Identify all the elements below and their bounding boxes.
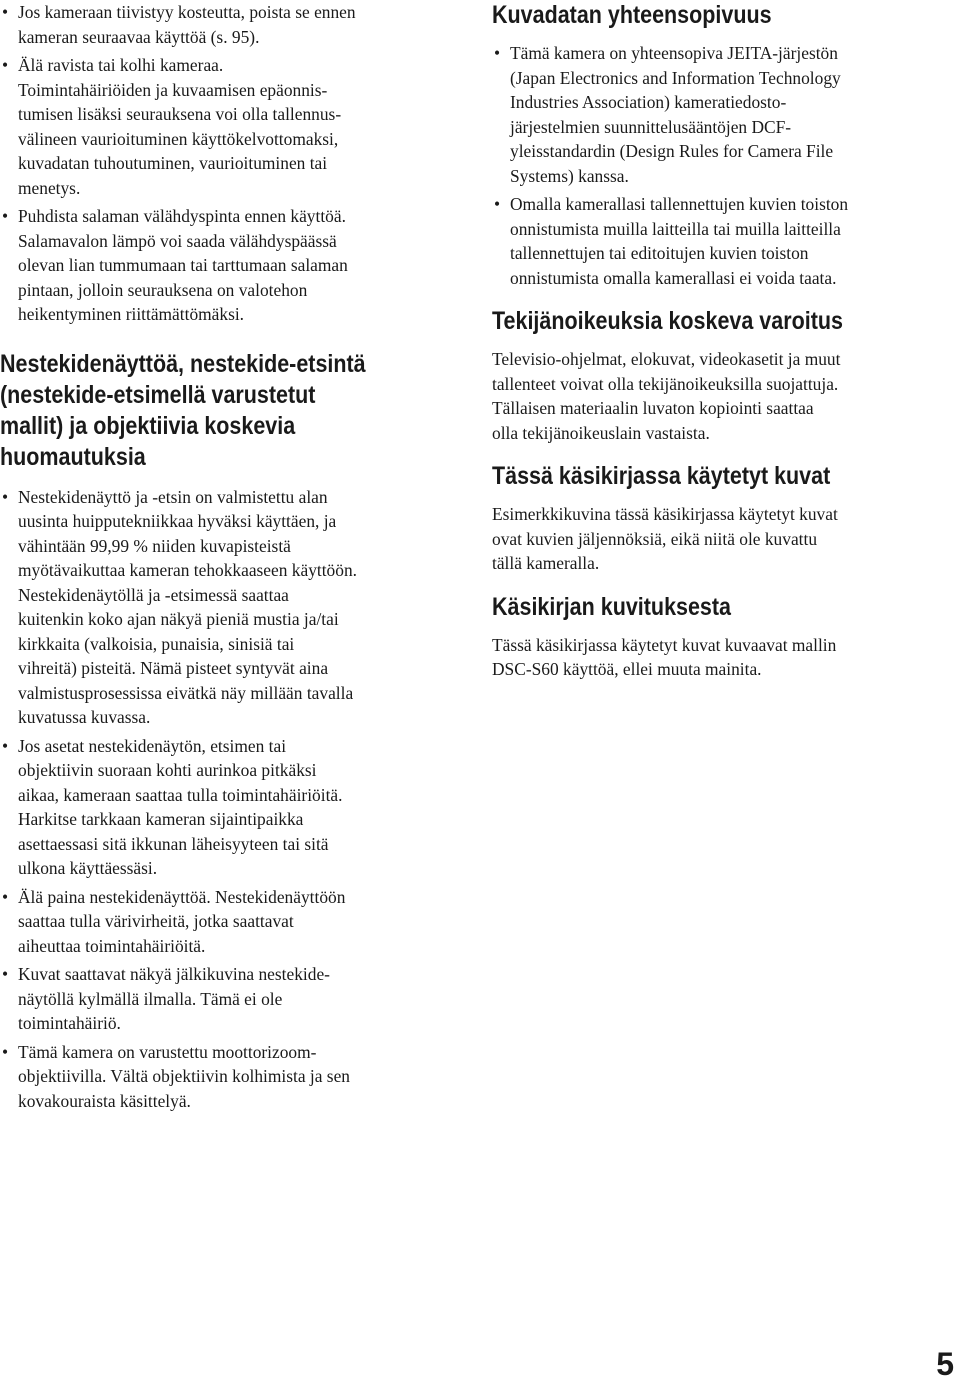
list-item: • Tämä kamera on varustettu moottorizoom- objektiivilla. Vältä objektiivin kolhimista ja sen kovakouraista käsittelyä. bbox=[0, 1040, 440, 1114]
list-item: • Tämä kamera on yhteensopiva JEITA-järjestön (Japan Electronics and Information Technology Industries Association) kameratiedosto- järjestelmien suunnittelusääntöjen DCF- yleisstandardin (Design Rules for Camera File Systems) kanssa. bbox=[492, 41, 932, 188]
manual-images-paragraph: Esimerkkikuvina tässä käsikirjassa käytetyt kuvat ovat kuvien jäljennöksiä, eikä niitä ole kuvattu tällä kameralla. bbox=[492, 504, 838, 573]
illustrations-paragraph: Tässä käsikirjassa käytetyt kuvat kuvaavat mallin DSC-S60 käyttöä, ellei muuta mainita. bbox=[492, 634, 837, 679]
copyright-paragraph: Televisio-ohjelmat, elokuvat, videokasetit ja muut tallenteet voivat olla tekijänoikeuksilla suojattuja. Tällaisen materiaalin luvaton kopiointi saattaa olla tekijänoikeuslain vastaista. bbox=[492, 349, 841, 443]
copyright-heading: Tekijänoikeuksia koskeva varoitus bbox=[492, 307, 843, 335]
list-item: • Jos asetat nestekidenäytön, etsimen tai objektiivin suoraan kohti aurinkoa pitkäksi aikaa, kameraan saattaa tulla toimintahäiriöitä. Harkitse tarkkaan kameran sijaintipaikka asettaessasi sitä ikkunan läheisyyteen tai sitä ulkona käyttäessäsi. bbox=[0, 734, 440, 881]
lcd-section-heading: Nestekidenäyttöä, nestekide-etsintä (nestekide-etsimellä varustetut mallit) ja objektiivia koskevia huomautuksia bbox=[0, 349, 366, 471]
list-item: • Jos kameraan tiivistyy kosteutta, poista se ennen kameran seuraavaa käyttöä (s. 95). bbox=[0, 0, 440, 49]
list-item: • Nestekidenäyttö ja -etsin on valmistettu alan uusinta huipputekniikkaa hyväksi käyttäen, ja vähintään 99,99 % niiden kuvapisteistä myötävaikuttaa kameran tehokkaaseen käyttöön. Nestekidenäytöllä ja -etsimessä saattaa kuitenkin koko ajan näkyä pieniä mustia ja/tai kirkkaita (valkoisia, punaisia, sinisiä tai vihreitä) pisteitä. Nämä pisteet syntyvät aina valmistusprosessissa eivätkä näy millään tavalla kuvatussa kuvassa. bbox=[0, 485, 440, 730]
page-number: 5 bbox=[936, 1346, 954, 1382]
lcd-precautions-list bbox=[0, 485, 440, 1114]
general-precautions-list bbox=[0, 0, 440, 327]
list-item: • Älä paina nestekidenäyttöä. Nestekidenäyttöön saattaa tulla värivirheitä, jotka saattavat aiheuttaa toimintahäiriöitä. bbox=[0, 885, 440, 959]
compatibility-heading: Kuvadatan yhteensopivuus bbox=[492, 1, 772, 29]
right-column bbox=[492, 0, 932, 682]
list-item: • Älä ravista tai kolhi kameraa. Toimintahäiriöiden ja kuvaamisen epäonnis- tumisen lisäksi seurauksena voi olla tallennus- välineen vaurioituminen käyttökelvottomaksi, kuvadatan tuhoutuminen, vaurioituminen tai menetys. bbox=[0, 53, 440, 200]
left-column bbox=[0, 0, 440, 1113]
compatibility-list bbox=[492, 41, 932, 290]
illustrations-heading: Käsikirjan kuvituksesta bbox=[492, 592, 732, 621]
list-item: • Kuvat saattavat näkyä jälkikuvina nestekide- näytöllä kylmällä ilmalla. Tämä ei ole toimintahäiriö. bbox=[0, 962, 440, 1036]
list-item: • Puhdista salaman välähdyspinta ennen käyttöä. Salamavalon lämpö voi saada välähdyspäässä olevan lian tummumaan tai tarttumaan salaman pintaan, jolloin seurauksena on valotehon heikentyminen riittämättömäksi. bbox=[0, 204, 440, 327]
list-item: • Omalla kamerallasi tallennettujen kuvien toiston onnistumista muilla laitteilla tai muilla laitteilla tallennettujen tai editoitujen kuvien toiston onnistumista omalla kamerallasi ei voida taata. bbox=[492, 192, 932, 290]
manual-images-heading: Tässä käsikirjassa käytetyt kuvat bbox=[492, 462, 831, 490]
